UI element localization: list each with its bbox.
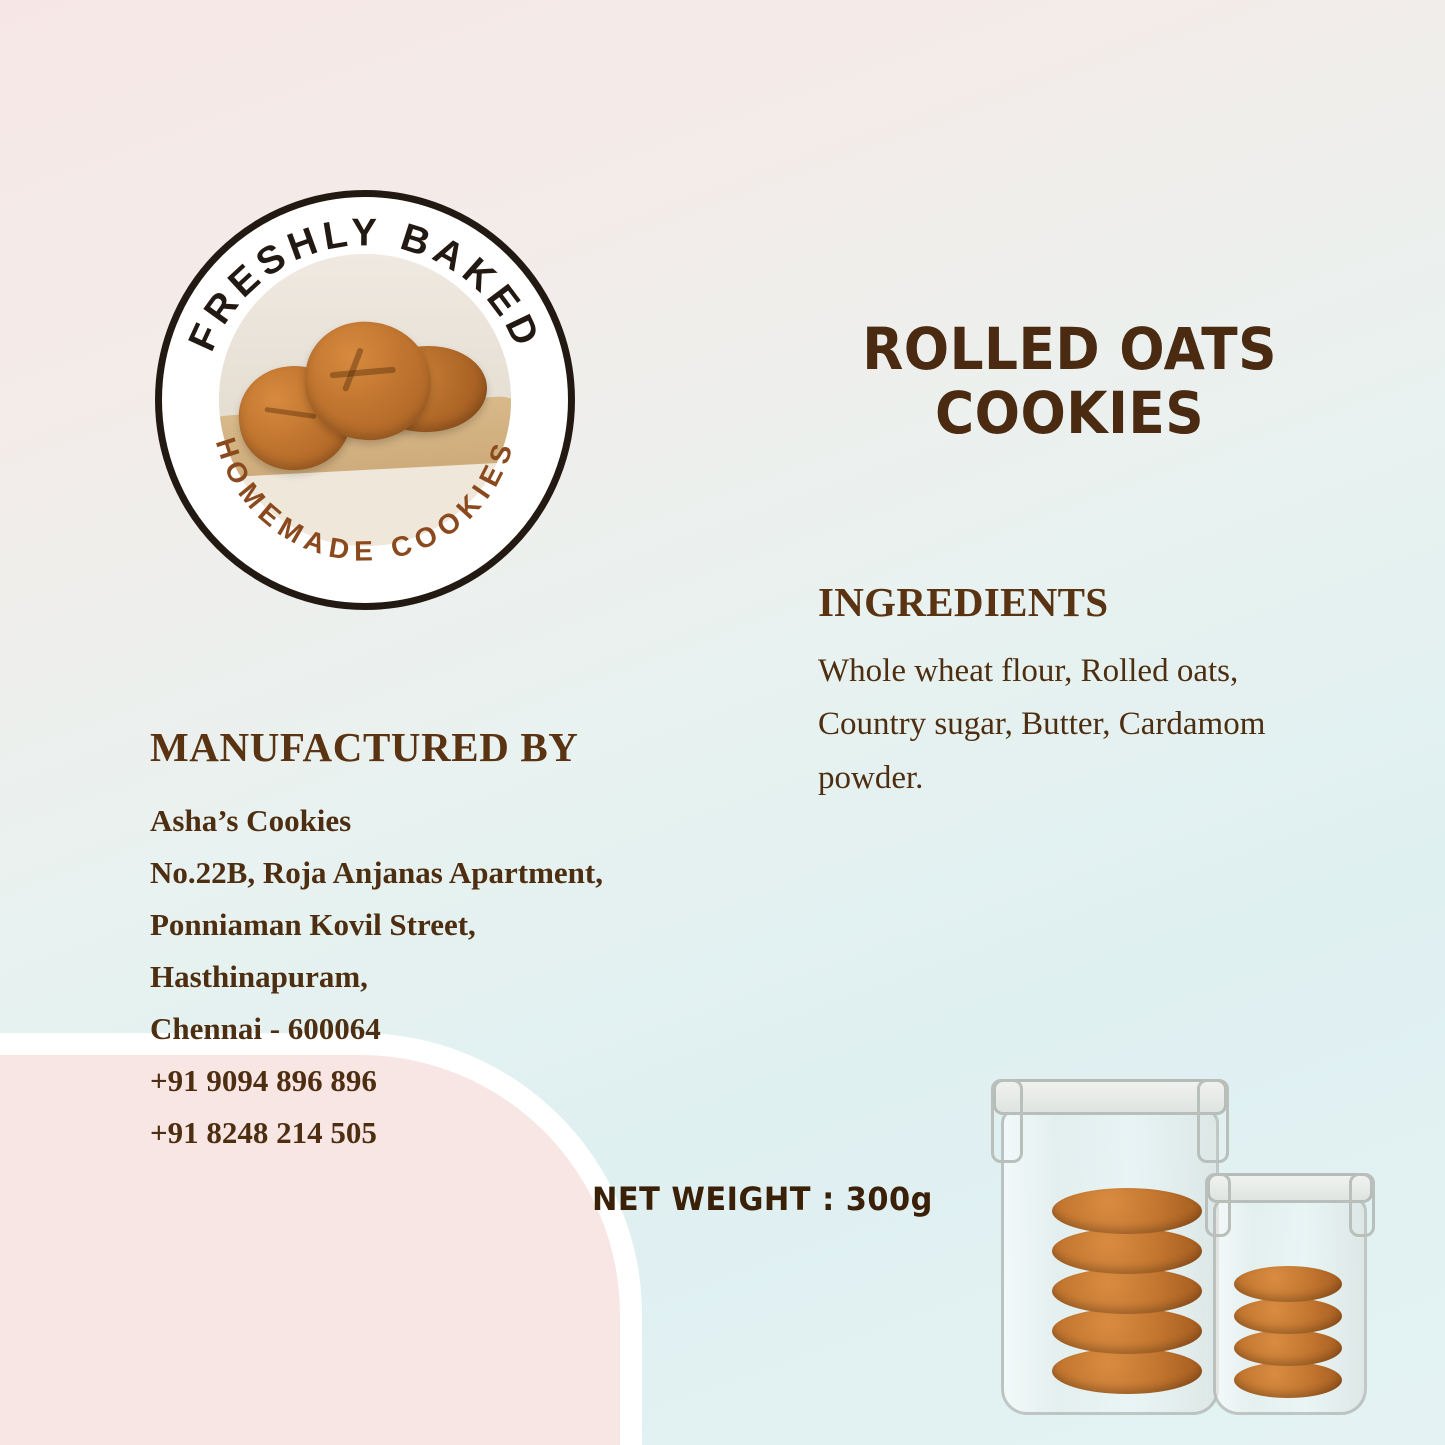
- badge-bottom-text: HOMEMADE COOKIES: [209, 433, 521, 567]
- large-jar-clasp-left: [991, 1079, 1023, 1163]
- product-title: [812, 315, 1327, 447]
- manufacturer-line: Asha’s Cookies: [150, 803, 352, 838]
- product-title-line-2: COOKIES: [935, 378, 1205, 447]
- ingredients-text: Whole wheat flour, Rolled oats, Country sugar, Butter, Cardamom powder.: [818, 653, 1266, 796]
- brand-logo-badge: [155, 190, 575, 610]
- net-weight-label: NET WEIGHT : 300g: [592, 1180, 933, 1218]
- manufacturer-address: [150, 795, 710, 1160]
- svg-text:HOMEMADE COOKIES: [210, 434, 521, 567]
- ingredients-heading: INGREDIENTS: [818, 579, 1109, 625]
- large-jar: [1001, 1109, 1219, 1415]
- product-title-line-1: ROLLED OATS: [862, 315, 1277, 383]
- svg-text:FRESHLY BAKED: [180, 211, 549, 357]
- cookie-jars-illustration: [983, 1015, 1383, 1415]
- manufacturer-phone-1: +91 9094 896 896: [150, 1063, 377, 1099]
- small-jar: [1213, 1197, 1367, 1415]
- badge-curved-text: [162, 197, 568, 603]
- large-jar-clasp-right: [1197, 1079, 1229, 1163]
- badge-top-text: FRESHLY BAKED: [180, 211, 550, 358]
- large-jar-lid: [993, 1079, 1227, 1115]
- manufacturer-phone-2: +91 8248 214 505: [150, 1115, 377, 1151]
- manufactured-by-heading: MANUFACTURED BY: [150, 724, 579, 770]
- small-jar-clasp-left: [1205, 1173, 1231, 1237]
- manufacturer-line: No.22B, Roja Anjanas Apartment,: [150, 855, 603, 891]
- manufacturer-line: Hasthinapuram,: [150, 959, 368, 995]
- manufacturer-line: Chennai - 600064: [150, 1011, 381, 1047]
- small-jar-clasp-right: [1349, 1173, 1375, 1237]
- manufacturer-line: Ponniaman Kovil Street,: [150, 907, 476, 943]
